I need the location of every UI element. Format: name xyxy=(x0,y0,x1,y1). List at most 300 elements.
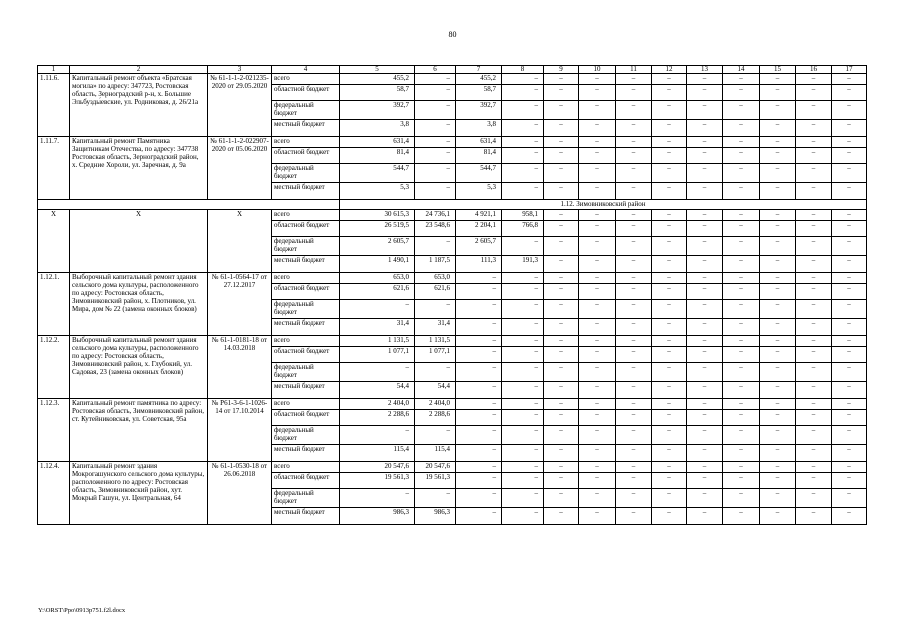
amount-cell: 1 490,1 xyxy=(340,256,415,273)
budget-label: областной бюджет xyxy=(272,284,340,300)
empty-amount-cell: – xyxy=(687,101,723,120)
amount-cell: – xyxy=(502,148,544,164)
budget-label: местный бюджет xyxy=(272,120,340,137)
table-row xyxy=(38,137,867,148)
empty-amount-cell: – xyxy=(832,347,867,363)
empty-amount-cell: – xyxy=(687,347,723,363)
empty-amount-cell: – xyxy=(579,300,616,319)
empty-amount-cell: – xyxy=(544,363,579,382)
amount-cell: – xyxy=(415,489,456,508)
amount-cell: 631,4 xyxy=(456,137,502,148)
empty-amount-cell: – xyxy=(723,148,760,164)
empty-amount-cell: – xyxy=(832,137,867,148)
budget-label: местный бюджет xyxy=(272,445,340,462)
empty-amount-cell: – xyxy=(652,256,687,273)
amount-cell: – xyxy=(502,101,544,120)
amount-cell: – xyxy=(502,489,544,508)
amount-cell: – xyxy=(456,473,502,489)
empty-amount-cell: – xyxy=(687,410,723,426)
empty-amount-cell: – xyxy=(723,256,760,273)
amount-cell: 455,2 xyxy=(340,74,415,85)
amount-cell: 191,3 xyxy=(502,256,544,273)
object-code: 1.11.6. xyxy=(38,74,70,137)
empty-amount-cell: – xyxy=(832,164,867,183)
empty-amount-cell: – xyxy=(652,462,687,473)
budget-label: всего xyxy=(272,399,340,410)
budget-label: всего xyxy=(272,210,340,221)
empty-amount-cell: – xyxy=(687,319,723,336)
empty-amount-cell: – xyxy=(687,183,723,200)
empty-amount-cell: – xyxy=(652,508,687,525)
empty-amount-cell: – xyxy=(796,210,832,221)
empty-amount-cell: – xyxy=(760,336,796,347)
amount-cell: – xyxy=(456,363,502,382)
empty-amount-cell: – xyxy=(616,426,652,445)
amount-cell: 26 519,5 xyxy=(340,221,415,237)
empty-amount-cell: – xyxy=(723,273,760,284)
empty-amount-cell: – xyxy=(616,363,652,382)
amount-cell: 392,7 xyxy=(456,101,502,120)
empty-amount-cell: – xyxy=(579,137,616,148)
empty-amount-cell: – xyxy=(723,74,760,85)
empty-amount-cell: – xyxy=(796,237,832,256)
amount-cell: 2 404,0 xyxy=(415,399,456,410)
empty-amount-cell: – xyxy=(652,426,687,445)
amount-cell: 1 131,5 xyxy=(415,336,456,347)
empty-amount-cell: – xyxy=(796,137,832,148)
empty-amount-cell: – xyxy=(832,284,867,300)
empty-amount-cell: – xyxy=(616,210,652,221)
header-cell: 15 xyxy=(760,66,796,74)
empty-amount-cell: – xyxy=(616,473,652,489)
empty-amount-cell: – xyxy=(579,221,616,237)
header-cell: 9 xyxy=(544,66,579,74)
amount-cell: – xyxy=(502,300,544,319)
empty-amount-cell: – xyxy=(796,183,832,200)
empty-amount-cell: – xyxy=(579,237,616,256)
empty-amount-cell: – xyxy=(652,399,687,410)
empty-amount-cell: – xyxy=(544,382,579,399)
amount-cell: – xyxy=(415,85,456,101)
empty-amount-cell: – xyxy=(616,256,652,273)
object-document: № Р61-3-6-1-1026-14 от 17.10.2014 xyxy=(208,399,272,462)
amount-cell: – xyxy=(456,462,502,473)
empty-amount-cell: – xyxy=(579,183,616,200)
empty-amount-cell: – xyxy=(544,473,579,489)
empty-amount-cell: – xyxy=(760,347,796,363)
budget-label: федеральный бюджет xyxy=(272,101,340,120)
empty-amount-cell: – xyxy=(723,137,760,148)
empty-amount-cell: – xyxy=(687,363,723,382)
empty-amount-cell: – xyxy=(760,183,796,200)
empty-amount-cell: – xyxy=(616,399,652,410)
budget-label: всего xyxy=(272,336,340,347)
amount-cell: 1 077,1 xyxy=(340,347,415,363)
amount-cell: 111,3 xyxy=(456,256,502,273)
amount-cell: – xyxy=(456,426,502,445)
empty-amount-cell: – xyxy=(616,284,652,300)
empty-amount-cell: – xyxy=(579,256,616,273)
empty-amount-cell: – xyxy=(832,256,867,273)
empty-amount-cell: – xyxy=(687,74,723,85)
empty-amount-cell: – xyxy=(544,462,579,473)
amount-cell: – xyxy=(502,120,544,137)
empty-amount-cell: – xyxy=(687,426,723,445)
empty-amount-cell: – xyxy=(579,273,616,284)
amount-cell: – xyxy=(456,445,502,462)
empty-amount-cell: – xyxy=(544,336,579,347)
district-title: 1.12. Зимовниковский район xyxy=(340,200,867,210)
header-cell: 8 xyxy=(502,66,544,74)
object-code: 1.12.4. xyxy=(38,462,70,525)
empty-amount-cell: – xyxy=(652,319,687,336)
header-cell: 10 xyxy=(579,66,616,74)
empty-amount-cell: – xyxy=(616,462,652,473)
amount-cell: – xyxy=(502,237,544,256)
empty-amount-cell: – xyxy=(760,489,796,508)
amount-cell: – xyxy=(456,319,502,336)
empty-amount-cell: – xyxy=(652,489,687,508)
amount-cell: 81,4 xyxy=(340,148,415,164)
budget-label: федеральный бюджет xyxy=(272,363,340,382)
amount-cell: – xyxy=(502,164,544,183)
empty-amount-cell: – xyxy=(760,164,796,183)
amount-cell: – xyxy=(502,347,544,363)
empty-amount-cell: – xyxy=(652,85,687,101)
header-cell: 2 xyxy=(70,66,208,74)
empty-amount-cell: – xyxy=(579,399,616,410)
amount-cell: – xyxy=(456,399,502,410)
header-cell: 16 xyxy=(796,66,832,74)
empty-amount-cell: – xyxy=(832,363,867,382)
empty-amount-cell: – xyxy=(544,273,579,284)
amount-cell: – xyxy=(456,284,502,300)
empty-amount-cell: – xyxy=(579,382,616,399)
empty-amount-cell: – xyxy=(832,120,867,137)
amount-cell: 544,7 xyxy=(456,164,502,183)
empty-amount-cell: – xyxy=(579,120,616,137)
empty-amount-cell: – xyxy=(687,336,723,347)
header-cell: 13 xyxy=(687,66,723,74)
empty-amount-cell: – xyxy=(579,164,616,183)
amount-cell: 5,3 xyxy=(456,183,502,200)
empty-amount-cell: – xyxy=(723,221,760,237)
empty-amount-cell: – xyxy=(616,74,652,85)
amount-cell: 115,4 xyxy=(415,445,456,462)
empty-amount-cell: – xyxy=(796,410,832,426)
empty-amount-cell: – xyxy=(760,221,796,237)
empty-amount-cell: – xyxy=(652,382,687,399)
table-row xyxy=(38,210,867,221)
empty-amount-cell: – xyxy=(723,237,760,256)
empty-amount-cell: – xyxy=(579,445,616,462)
amount-cell: 2 605,7 xyxy=(340,237,415,256)
amount-cell: – xyxy=(502,273,544,284)
amount-cell: 986,3 xyxy=(415,508,456,525)
empty-amount-cell: – xyxy=(760,399,796,410)
amount-cell: 2 404,0 xyxy=(340,399,415,410)
amount-cell: 24 736,1 xyxy=(415,210,456,221)
empty-amount-cell: – xyxy=(796,256,832,273)
empty-amount-cell: – xyxy=(832,183,867,200)
empty-amount-cell: – xyxy=(687,462,723,473)
empty-amount-cell: – xyxy=(687,221,723,237)
empty-amount-cell: – xyxy=(579,101,616,120)
empty-amount-cell: – xyxy=(544,221,579,237)
amount-cell: 54,4 xyxy=(415,382,456,399)
amount-cell: 621,6 xyxy=(415,284,456,300)
amount-cell: 653,0 xyxy=(415,273,456,284)
empty-amount-cell: – xyxy=(687,399,723,410)
amount-cell: – xyxy=(502,410,544,426)
amount-cell: 766,8 xyxy=(502,221,544,237)
empty-amount-cell: – xyxy=(687,210,723,221)
header-cell: 4 xyxy=(272,66,340,74)
object-name: Капитальный ремонт памятника по адресу: Ростовская область, Зимовниковский район, ст. Кутейниковская, ул. Советская, 95а xyxy=(70,399,208,462)
empty-amount-cell: – xyxy=(760,74,796,85)
amount-cell: – xyxy=(415,148,456,164)
amount-cell: 986,3 xyxy=(340,508,415,525)
object-document: № 61-1-0530-18 от 26.06.2018 xyxy=(208,462,272,525)
object-document: № 61-1-0564-17 от 27.12.2017 xyxy=(208,273,272,336)
object-name: Выборочный капитальный ремонт здания сельского дома культуры, расположенного по адресу: Ростовская область, Зимовниковский район, х. Плотников, ул. Мира, дом № 22 (замена оконных блоков) xyxy=(70,273,208,336)
empty-amount-cell: – xyxy=(579,85,616,101)
empty-amount-cell: – xyxy=(796,101,832,120)
amount-cell: – xyxy=(415,120,456,137)
amount-cell: 392,7 xyxy=(340,101,415,120)
budget-label: местный бюджет xyxy=(272,319,340,336)
empty-amount-cell: – xyxy=(832,148,867,164)
empty-amount-cell: – xyxy=(832,210,867,221)
empty-amount-cell: – xyxy=(760,256,796,273)
amount-cell: 544,7 xyxy=(340,164,415,183)
budget-label: федеральный бюджет xyxy=(272,489,340,508)
object-name: Выборочный капитальный ремонт здания сельского дома культуры, расположенного по адресу: Ростовская область, Зимовниковский район, х. Глубокий, ул. Садовая, 23 (замена оконных блоков) xyxy=(70,336,208,399)
empty-amount-cell: – xyxy=(544,256,579,273)
empty-amount-cell: – xyxy=(796,399,832,410)
empty-amount-cell: – xyxy=(832,300,867,319)
empty-amount-cell: – xyxy=(544,426,579,445)
amount-cell: – xyxy=(502,399,544,410)
empty-amount-cell: – xyxy=(760,120,796,137)
empty-amount-cell: – xyxy=(544,284,579,300)
empty-amount-cell: – xyxy=(616,120,652,137)
header-cell: 17 xyxy=(832,66,867,74)
empty-amount-cell: – xyxy=(544,347,579,363)
header-row xyxy=(38,66,867,74)
empty-amount-cell: – xyxy=(832,410,867,426)
object-document: № 61-1-0181-18 от 14.03.2018 xyxy=(208,336,272,399)
empty-amount-cell: – xyxy=(544,74,579,85)
empty-amount-cell: – xyxy=(687,473,723,489)
amount-cell: 2 288,6 xyxy=(415,410,456,426)
empty-amount-cell: – xyxy=(760,508,796,525)
empty-amount-cell: – xyxy=(579,210,616,221)
empty-amount-cell: – xyxy=(760,410,796,426)
empty-amount-cell: – xyxy=(579,74,616,85)
amount-cell: – xyxy=(502,426,544,445)
empty-amount-cell: – xyxy=(616,319,652,336)
empty-amount-cell: – xyxy=(760,210,796,221)
empty-amount-cell: – xyxy=(616,445,652,462)
object-document: № 61-1-1-2-022907-2020 от 05.06.2020 xyxy=(208,137,272,200)
amount-cell: – xyxy=(456,410,502,426)
table-row xyxy=(38,273,867,284)
amount-cell: 30 615,3 xyxy=(340,210,415,221)
empty-amount-cell: – xyxy=(760,273,796,284)
table-row xyxy=(38,74,867,85)
budget-label: всего xyxy=(272,74,340,85)
amount-cell: 19 561,3 xyxy=(340,473,415,489)
header-cell: 11 xyxy=(616,66,652,74)
amount-cell: – xyxy=(502,473,544,489)
amount-cell: 31,4 xyxy=(340,319,415,336)
amount-cell: – xyxy=(415,363,456,382)
empty-amount-cell: – xyxy=(616,273,652,284)
empty-amount-cell: – xyxy=(796,300,832,319)
empty-amount-cell: – xyxy=(544,445,579,462)
empty-amount-cell: – xyxy=(616,101,652,120)
amount-cell: – xyxy=(456,508,502,525)
budget-label: всего xyxy=(272,462,340,473)
empty-amount-cell: – xyxy=(616,508,652,525)
empty-amount-cell: – xyxy=(687,256,723,273)
amount-cell: 58,7 xyxy=(340,85,415,101)
budget-label: областной бюджет xyxy=(272,347,340,363)
empty-amount-cell: – xyxy=(723,508,760,525)
budget-label: всего xyxy=(272,137,340,148)
empty-amount-cell: – xyxy=(832,462,867,473)
empty-amount-cell: – xyxy=(796,426,832,445)
empty-amount-cell: – xyxy=(652,101,687,120)
empty-amount-cell: – xyxy=(796,382,832,399)
amount-cell: 1 131,5 xyxy=(340,336,415,347)
header-cell: 6 xyxy=(415,66,456,74)
empty-amount-cell: – xyxy=(652,300,687,319)
empty-amount-cell: – xyxy=(723,426,760,445)
amount-cell: 455,2 xyxy=(456,74,502,85)
empty-amount-cell: – xyxy=(796,445,832,462)
empty-amount-cell: – xyxy=(544,85,579,101)
amount-cell: 2 605,7 xyxy=(456,237,502,256)
empty-amount-cell: – xyxy=(723,410,760,426)
empty-amount-cell: – xyxy=(687,300,723,319)
table-row xyxy=(38,462,867,473)
empty-amount-cell: – xyxy=(544,508,579,525)
amount-cell: 2 204,1 xyxy=(456,221,502,237)
empty-amount-cell: – xyxy=(579,410,616,426)
empty-amount-cell: – xyxy=(760,473,796,489)
empty-amount-cell: – xyxy=(652,120,687,137)
empty-amount-cell: – xyxy=(616,347,652,363)
empty-amount-cell: – xyxy=(723,347,760,363)
empty-amount-cell: – xyxy=(652,237,687,256)
amount-cell: – xyxy=(456,489,502,508)
empty-amount-cell: – xyxy=(687,120,723,137)
table-body xyxy=(38,66,867,525)
empty-amount-cell: – xyxy=(723,300,760,319)
amount-cell: – xyxy=(502,85,544,101)
empty-amount-cell: – xyxy=(832,273,867,284)
budget-label: федеральный бюджет xyxy=(272,237,340,256)
empty-amount-cell: – xyxy=(832,221,867,237)
empty-amount-cell: – xyxy=(616,148,652,164)
empty-amount-cell: – xyxy=(796,164,832,183)
amount-cell: – xyxy=(456,336,502,347)
object-document: X xyxy=(208,210,272,273)
empty-amount-cell: – xyxy=(796,74,832,85)
empty-amount-cell: – xyxy=(652,473,687,489)
empty-amount-cell: – xyxy=(832,237,867,256)
empty-amount-cell: – xyxy=(760,426,796,445)
empty-amount-cell: – xyxy=(652,148,687,164)
empty-amount-cell: – xyxy=(760,148,796,164)
budget-label: всего xyxy=(272,273,340,284)
object-name: Капитальный ремонт объекта «Братская могила» по адресу: 347723, Ростовская область, Зерноградский р-н, х. Большие Эльбузды́евские, ул. Родниковая, д. 26/21а xyxy=(70,74,208,137)
empty-amount-cell: – xyxy=(579,148,616,164)
empty-amount-cell: – xyxy=(544,183,579,200)
empty-amount-cell: – xyxy=(760,237,796,256)
amount-cell: 4 921,1 xyxy=(456,210,502,221)
empty-amount-cell: – xyxy=(796,85,832,101)
empty-amount-cell: – xyxy=(652,137,687,148)
empty-amount-cell: – xyxy=(652,347,687,363)
file-path-footer: Y:\ORST\Ppo\0913p751.f2l.docx xyxy=(38,607,126,614)
amount-cell: 20 547,6 xyxy=(340,462,415,473)
amount-cell: 3,8 xyxy=(456,120,502,137)
object-name: Капитальный ремонт Памятника Защитникам Отечества, по адресу: 347738 Ростовская область, Зерноградский район, х. Средние Хороли, ул. Заречная, д. 9а xyxy=(70,137,208,200)
empty-amount-cell: – xyxy=(616,300,652,319)
empty-amount-cell: – xyxy=(616,382,652,399)
empty-amount-cell: – xyxy=(544,148,579,164)
empty-amount-cell: – xyxy=(652,284,687,300)
empty-amount-cell: – xyxy=(579,489,616,508)
budget-label: областной бюджет xyxy=(272,473,340,489)
amount-cell: – xyxy=(502,462,544,473)
empty-amount-cell: – xyxy=(544,120,579,137)
empty-amount-cell: – xyxy=(796,221,832,237)
empty-amount-cell: – xyxy=(579,319,616,336)
empty-amount-cell: – xyxy=(723,120,760,137)
empty-amount-cell: – xyxy=(760,85,796,101)
empty-amount-cell: – xyxy=(544,489,579,508)
budget-label: областной бюджет xyxy=(272,221,340,237)
empty-amount-cell: – xyxy=(652,336,687,347)
amount-cell: – xyxy=(502,74,544,85)
object-name: X xyxy=(70,210,208,273)
empty-amount-cell: – xyxy=(652,210,687,221)
amount-cell: 23 548,6 xyxy=(415,221,456,237)
empty-amount-cell: – xyxy=(652,183,687,200)
empty-amount-cell: – xyxy=(723,445,760,462)
empty-amount-cell: – xyxy=(616,237,652,256)
object-code: 1.12.3. xyxy=(38,399,70,462)
header-cell: 1 xyxy=(38,66,70,74)
empty-amount-cell: – xyxy=(723,284,760,300)
amount-cell: – xyxy=(415,74,456,85)
table-row xyxy=(38,336,867,347)
amount-cell: – xyxy=(502,363,544,382)
amount-cell: 1 077,1 xyxy=(415,347,456,363)
amount-cell: – xyxy=(415,164,456,183)
empty-amount-cell: – xyxy=(760,101,796,120)
object-code: 1.12.1. xyxy=(38,273,70,336)
empty-amount-cell: – xyxy=(796,489,832,508)
empty-amount-cell: – xyxy=(616,137,652,148)
amount-cell: – xyxy=(502,183,544,200)
amount-cell: – xyxy=(415,183,456,200)
amount-cell: – xyxy=(340,363,415,382)
